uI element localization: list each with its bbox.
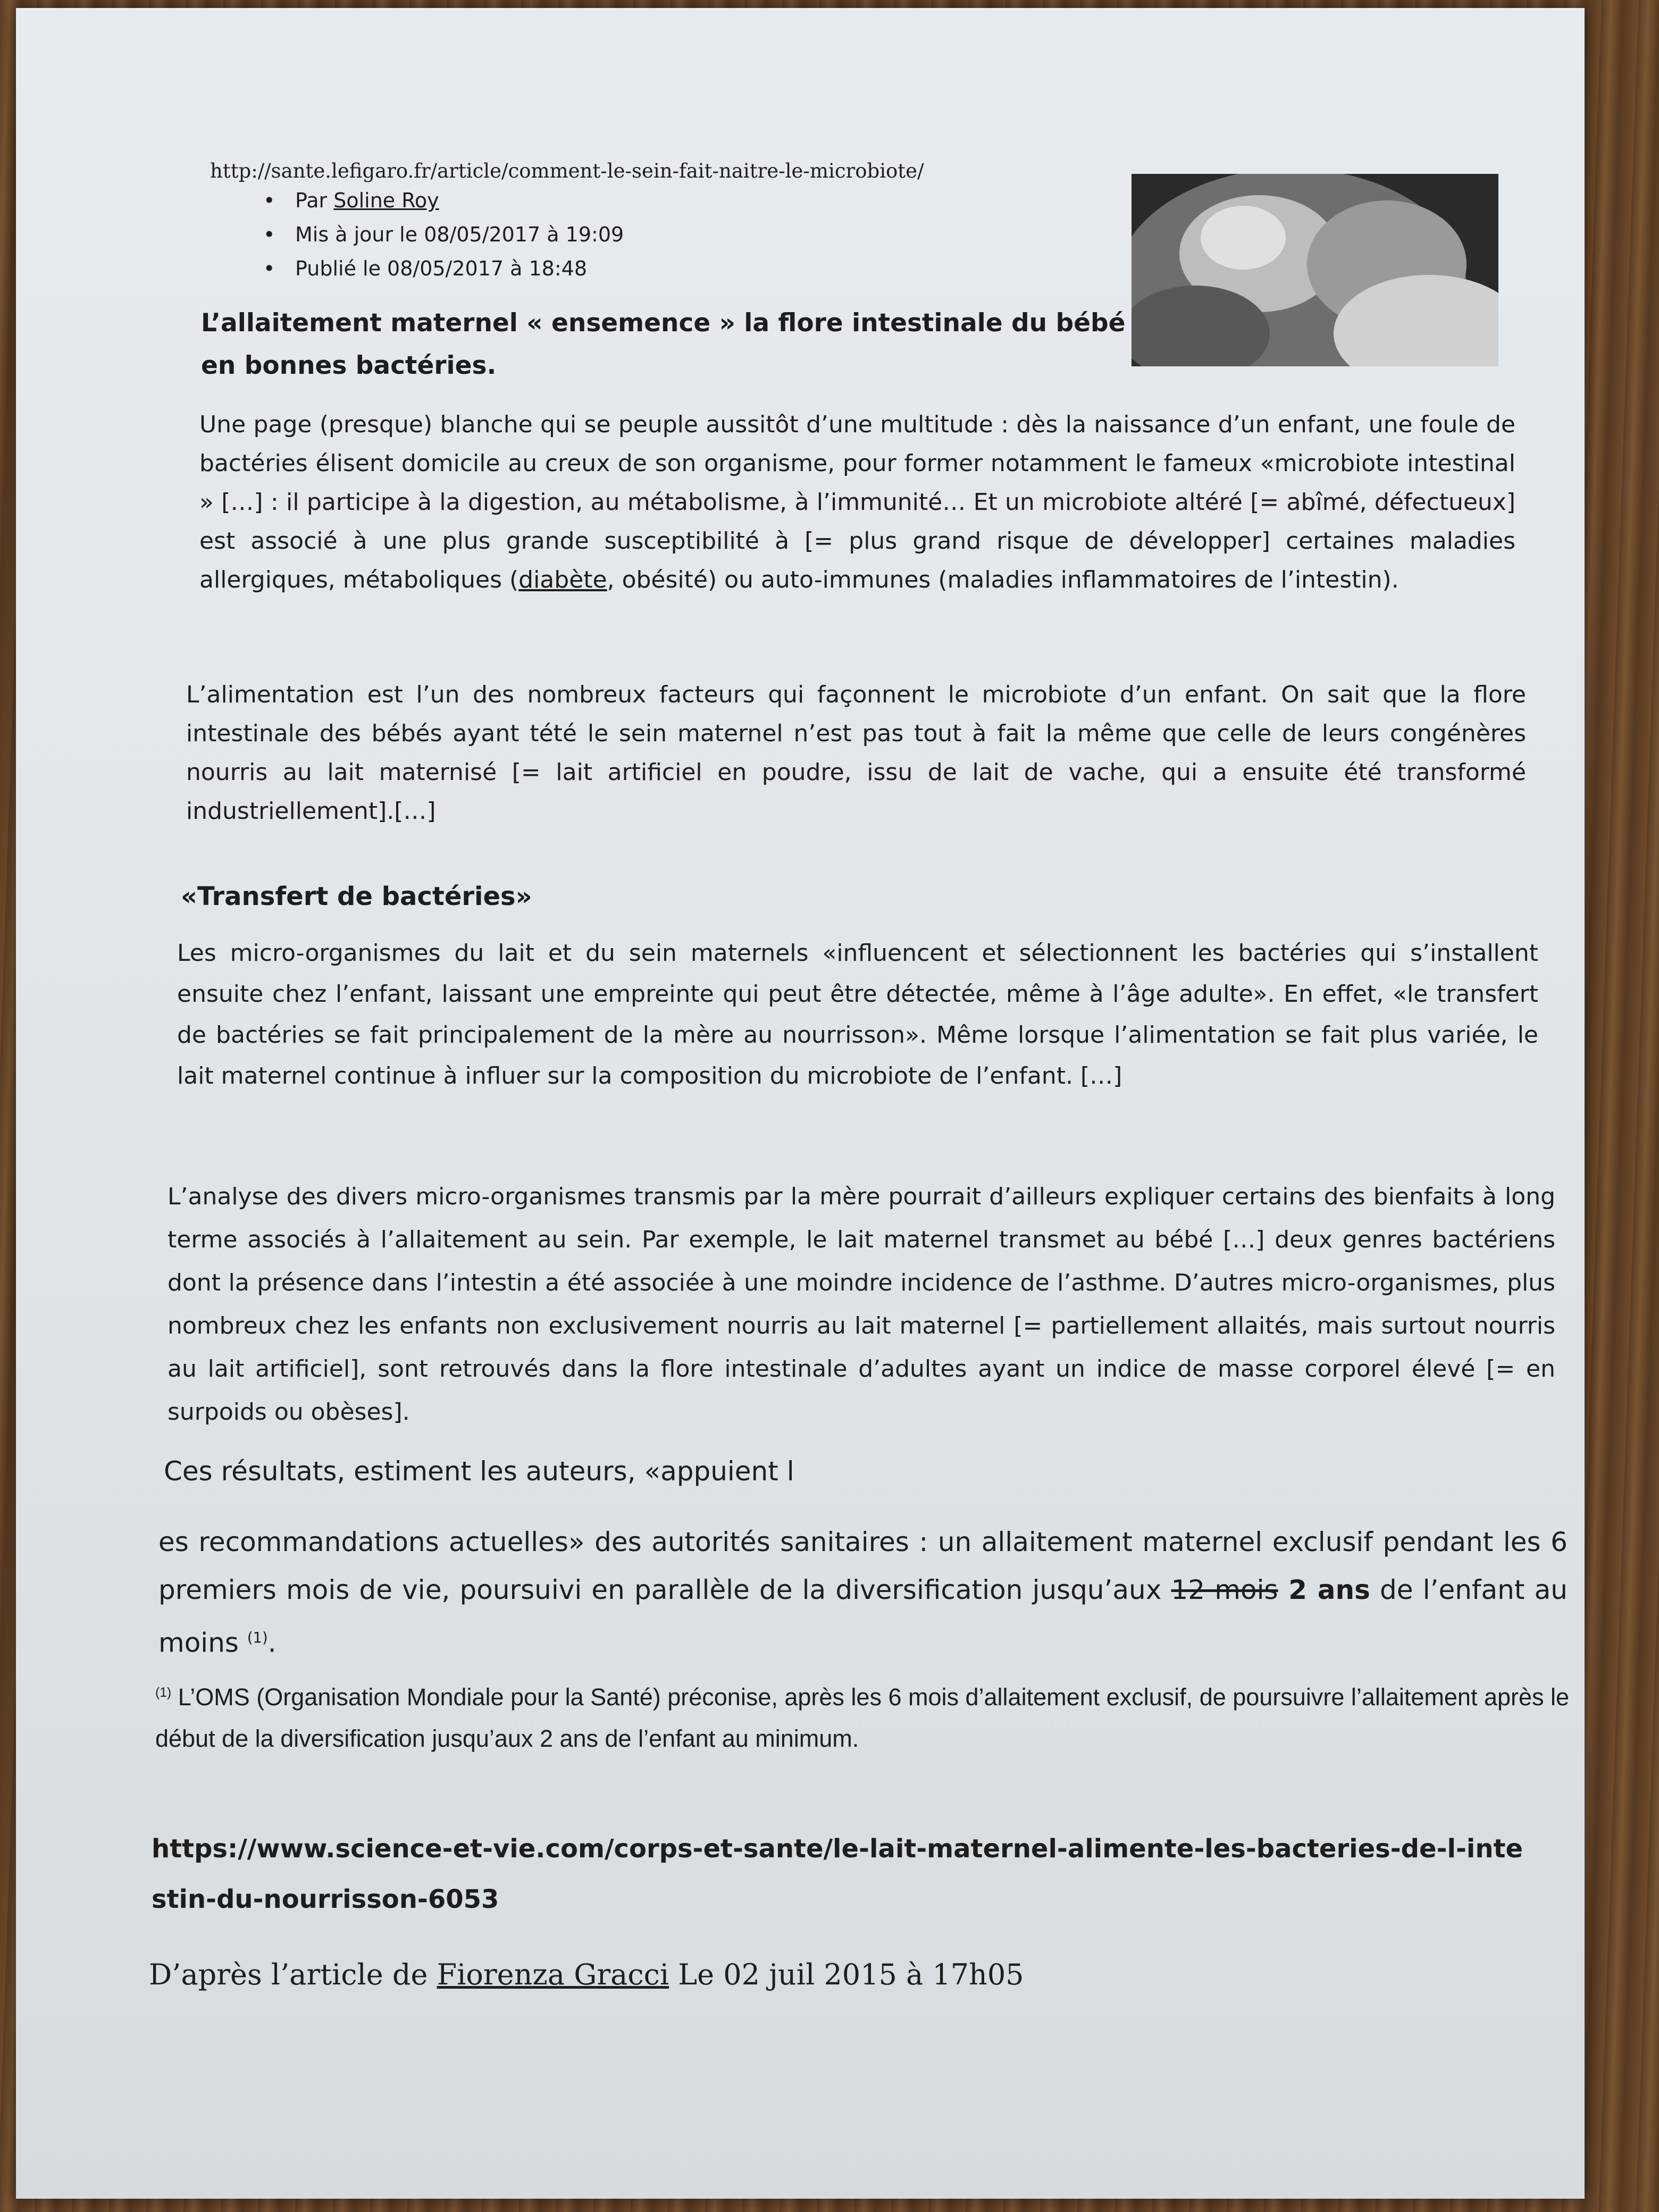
- paragraph-2: L’alimentation est l’un des nombreux facteurs qui façonnent le microbiote d’un enfant. On sait que la flore intestinale des bébés ayant tété le sein maternel n’est pas tout à fait la même que celle de leurs congénères nourris au lait maternisé [= lait artificiel en poudre, issu de lait de vache, qui a ensuite été transformé industriellement].[…]: [186, 681, 1526, 825]
- paragraph-4: L’analyse des divers micro-organismes transmis par la mère pourrait d’ailleurs expliquer certains des bienfaits à long terme associés à l’allaitement au sein. Par exemple, le lait maternel transmet au bébé […] deux genres bactériens dont la présence dans l’intestin a été associée à une moindre incidence de l’asthme. D’autres micro-organismes, plus nombreux chez les enfants non exclusivement nourris au lait maternel [= partiellement allaités, mais surtout nourris au lait artificiel], sont retrouvés dans la flore intestinale d’adultes ayant un indice de masse corporel élevé [= en surpoids ou obèses].: [167, 1183, 1555, 1426]
- source-url: http://sante.lefigaro.fr/article/comment-le-sein-fait-naitre-le-microbiote/: [210, 160, 924, 182]
- meta-updated: [263, 217, 624, 252]
- struck-text: 12 mois: [1171, 1574, 1278, 1605]
- article-headline: L’allaitement maternel « ensemence » la flore intestinale du bébé en bonnes bactéries.: [201, 308, 1126, 380]
- bullet-icon: •: [263, 189, 275, 212]
- attribution-prefix: D’après l’article de: [149, 1958, 437, 1991]
- article-meta-list: [263, 183, 624, 286]
- author-link[interactable]: Soline Roy: [333, 189, 439, 212]
- meta-author: [263, 183, 624, 217]
- paragraph-1-text-start: Une page (presque) blanche qui se peuple aussitôt d’une multitude : dès la naissance d’un enfant, une foule de bactéries élisent domicile au creux de son organisme, pour former notamment le fameux «microbiote intestinal » […] : il participe à la digestion, au métabolisme, à l’immunité… Et un microbiote altéré [= abîmé, défectueux] est associé à une plus grande susceptibilité à [= plus grand risque de développer] certaines maladies allergiques, métaboliques (: [199, 411, 1515, 593]
- attribution-author-link[interactable]: Fiorenza Gracci: [437, 1958, 669, 1991]
- meta-published-text: Publié le 08/05/2017 à 18:48: [295, 257, 588, 280]
- paragraph-1-text-end: , obésité) ou auto-immunes (maladies inflammatoires de l’intestin).: [607, 566, 1399, 593]
- paragraph-3: Les micro-organismes du lait et du sein maternels «influencent et sélectionnent les bactéries qui s’installent ensuite chez l’enfant, laissant une empreinte qui peut être détectée, même à l’âge adulte». En effet, «le transfert de bactéries se fait principalement de la mère au nourrisson». Même lorsque l’alimentation se fait plus variée, le lait maternel continue à influer sur la composition du microbiote de l’enfant. […]: [177, 940, 1538, 1090]
- footnote-reference: (1): [247, 1629, 268, 1646]
- bullet-icon: •: [263, 257, 275, 280]
- science-et-vie-url[interactable]: https://www.science-et-vie.com/corps-et-sante/le-lait-maternel-alimente-les-bacteries-de-l-intestin-du-nourrisson-6053: [152, 1834, 1523, 1914]
- meta-published: [263, 252, 624, 286]
- bullet-icon: •: [263, 223, 275, 246]
- diabete-link[interactable]: diabète: [518, 566, 607, 593]
- paragraph-6-text-start: es recommandations actuelles» des autorités sanitaires : un allaitement maternel exclusif pendant les 6 premiers mois de vie, poursuivi en parallèle de la diversification jusqu’aux: [158, 1527, 1568, 1605]
- section-heading: «Transfert de bactéries»: [181, 882, 532, 911]
- footnote-marker: (1): [155, 1686, 172, 1700]
- corrected-text: 2 ans: [1278, 1574, 1370, 1605]
- paragraph-6-text-end: de l’enfant au moins: [158, 1574, 1568, 1658]
- attribution-line: [149, 1958, 1024, 1991]
- meta-updated-text: Mis à jour le 08/05/2017 à 19:09: [295, 223, 624, 246]
- paragraph-6: [158, 1518, 1568, 1667]
- paragraph-5: Ces résultats, estiment les auteurs, «appuient l: [164, 1456, 794, 1487]
- paragraph-1: [199, 405, 1515, 599]
- footnote: [155, 1672, 1580, 1759]
- footnote-text: L’OMS (Organisation Mondiale pour la Santé) préconise, après les 6 mois d’allaitement exclusif, de poursuivre l’allaitement après le début de la diversification jusqu’aux 2 ans de l’enfant au minimum.: [155, 1683, 1570, 1752]
- paragraph-6-period: .: [267, 1627, 276, 1658]
- baby-photo: [1132, 174, 1498, 366]
- baby-photo-illustration: [1132, 174, 1498, 366]
- meta-author-prefix: Par: [295, 189, 334, 212]
- attribution-date: Le 02 juil 2015 à 17h05: [669, 1958, 1024, 1991]
